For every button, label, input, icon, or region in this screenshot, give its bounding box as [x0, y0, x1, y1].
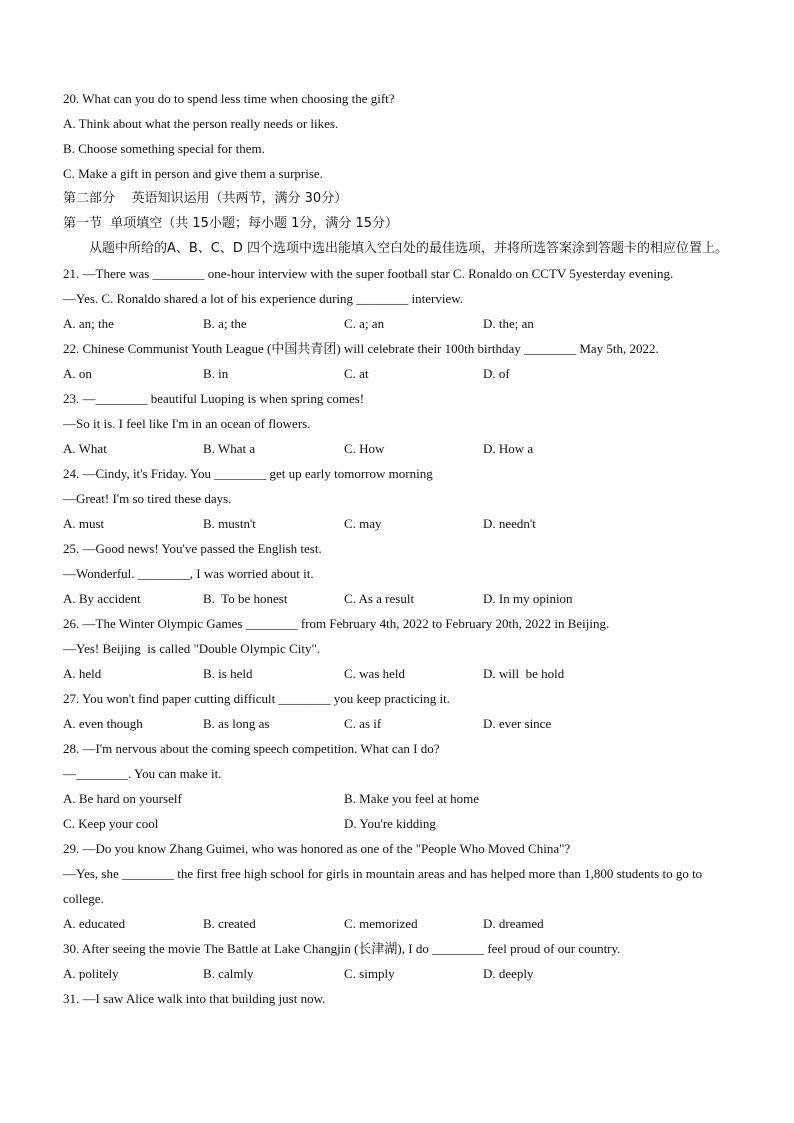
question-25-line-1: 25. —Good news! You've passed the English test.: [63, 541, 322, 556]
question-24-option-a: A. must: [63, 516, 105, 531]
question-27-option-d: D. ever since: [483, 716, 552, 731]
question-26-option-d: D. will be hold: [483, 666, 565, 681]
question-27-options: [63, 711, 743, 736]
question-22-option-b: B. in: [203, 366, 229, 381]
question-24-option-c: C. may: [344, 516, 382, 531]
exam-page: [63, 86, 743, 1011]
question-28-line-1: 28. —I'm nervous about the coming speech competition. What can I do?: [63, 741, 440, 756]
question-21-option-b: B. a; the: [203, 316, 247, 331]
question-22-option-a: A. on: [63, 366, 92, 381]
question-25-option-a: A. By accident: [63, 591, 141, 606]
question-22-option-d: D. of: [483, 366, 510, 381]
question-29-line-2: —Yes, she ________ the first free high school for girls in mountain areas and has helped more than 1,800 students to go to college.: [63, 866, 703, 906]
question-28-option-c: C. Keep your cool: [63, 816, 159, 831]
question-21-option-d: D. the; an: [483, 316, 534, 331]
question-26-line-1: 26. —The Winter Olympic Games ________ from February 4th, 2022 to February 20th, 2022 in Beijing.: [63, 616, 610, 631]
section-1-title: 第一节 单项填空（共 15小题；每小题 1分，满分 15分）: [63, 216, 399, 231]
question-30-option-b: B. calmly: [203, 966, 254, 981]
question-29-option-b: B. created: [203, 916, 256, 931]
question-28-options-row-2: [63, 811, 743, 836]
question-23-line-2: —So it is. I feel like I'm in an ocean of flowers.: [63, 416, 311, 431]
question-27-option-a: A. even though: [63, 716, 143, 731]
question-22-options: [63, 361, 743, 386]
question-29-line-1: 29. —Do you know Zhang Guimei, who was honored as one of the "People Who Moved China"?: [63, 841, 571, 856]
question-26-options: [63, 661, 743, 686]
question-28-option-d: D. You're kidding: [344, 816, 436, 831]
question-28-options-row-1: [63, 786, 743, 811]
question-20-option-b: B. Choose something special for them.: [63, 141, 265, 156]
question-23-line-1: 23. —________ beautiful Luoping is when spring comes!: [63, 391, 365, 406]
question-25-option-c: C. As a result: [344, 591, 415, 606]
question-20-text: 20. What can you do to spend less time when choosing the gift?: [63, 91, 395, 106]
question-24-line-2: —Great! I'm so tired these days.: [63, 491, 232, 506]
question-27-option-c: C. as if: [344, 716, 382, 731]
question-23-options: [63, 436, 743, 461]
question-26-option-b: B. is held: [203, 666, 253, 681]
question-24-line-1: 24. —Cindy, it's Friday. You ________ get up early tomorrow morning: [63, 466, 433, 481]
question-30-option-c: C. simply: [344, 966, 395, 981]
question-22-line-1: 22. Chinese Communist Youth League (中国共青团) will celebrate their 100th birthday ________ May 5th, 2022.: [63, 341, 659, 356]
question-24-option-b: B. mustn't: [203, 516, 256, 531]
question-29-option-d: D. dreamed: [483, 916, 544, 931]
question-27-option-b: B. as long as: [203, 716, 270, 731]
question-30-option-a: A. politely: [63, 966, 119, 981]
question-21-options: [63, 311, 743, 336]
question-20-option-c: C. Make a gift in person and give them a surprise.: [63, 166, 323, 181]
question-21-option-c: C. a; an: [344, 316, 385, 331]
question-31-line-1: 31. —I saw Alice walk into that building just now.: [63, 991, 326, 1006]
question-25-option-d: D. In my opinion: [483, 591, 573, 606]
question-24-option-d: D. needn't: [483, 516, 536, 531]
question-28-line-2: —________. You can make it.: [63, 766, 222, 781]
question-26-option-c: C. was held: [344, 666, 406, 681]
question-23-option-b: B. What a: [203, 441, 256, 456]
question-22-option-c: C. at: [344, 366, 369, 381]
question-27-line-1: 27. You won't find paper cutting difficult ________ you keep practicing it.: [63, 691, 450, 706]
question-20-option-a: A. Think about what the person really needs or likes.: [63, 116, 339, 131]
question-26-option-a: A. held: [63, 666, 102, 681]
question-26-line-2: —Yes! Beijing is called "Double Olympic City".: [63, 641, 320, 656]
question-24-options: [63, 511, 743, 536]
question-23-option-d: D. How a: [483, 441, 534, 456]
question-28-option-a: A. Be hard on yourself: [63, 791, 182, 806]
part-2-title: 第二部分 英语知识运用（共两节，满分 30分）: [63, 191, 348, 206]
question-30-option-d: D. deeply: [483, 966, 534, 981]
question-30-options: [63, 961, 743, 986]
question-23-option-c: C. How: [344, 441, 385, 456]
question-23-option-a: A. What: [63, 441, 107, 456]
question-25-line-2: —Wonderful. ________, I was worried about it.: [63, 566, 314, 581]
question-21-option-a: A. an; the: [63, 316, 114, 331]
question-28-option-b: B. Make you feel at home: [344, 791, 480, 806]
question-30-line-1: 30. After seeing the movie The Battle at Lake Changjin (长津湖), I do ________ feel proud of our country.: [63, 941, 621, 956]
question-25-option-b: B. To be honest: [203, 591, 288, 606]
question-29-option-a: A. educated: [63, 916, 126, 931]
question-29-option-c: C. memorized: [344, 916, 418, 931]
question-29-options: [63, 911, 743, 936]
question-21-line-2: —Yes. C. Ronaldo shared a lot of his experience during ________ interview.: [63, 291, 464, 306]
question-25-options: [63, 586, 743, 611]
question-21-line-1: 21. —There was ________ one-hour interview with the super football star C. Ronaldo on CCTV 5yesterday evening.: [63, 266, 674, 281]
section-1-instruction: 从题中所给的A、B、C、D 四个选项中选出能填入空白处的最佳选项，并将所选答案涂到答题卡的相应位置上。: [89, 241, 729, 256]
